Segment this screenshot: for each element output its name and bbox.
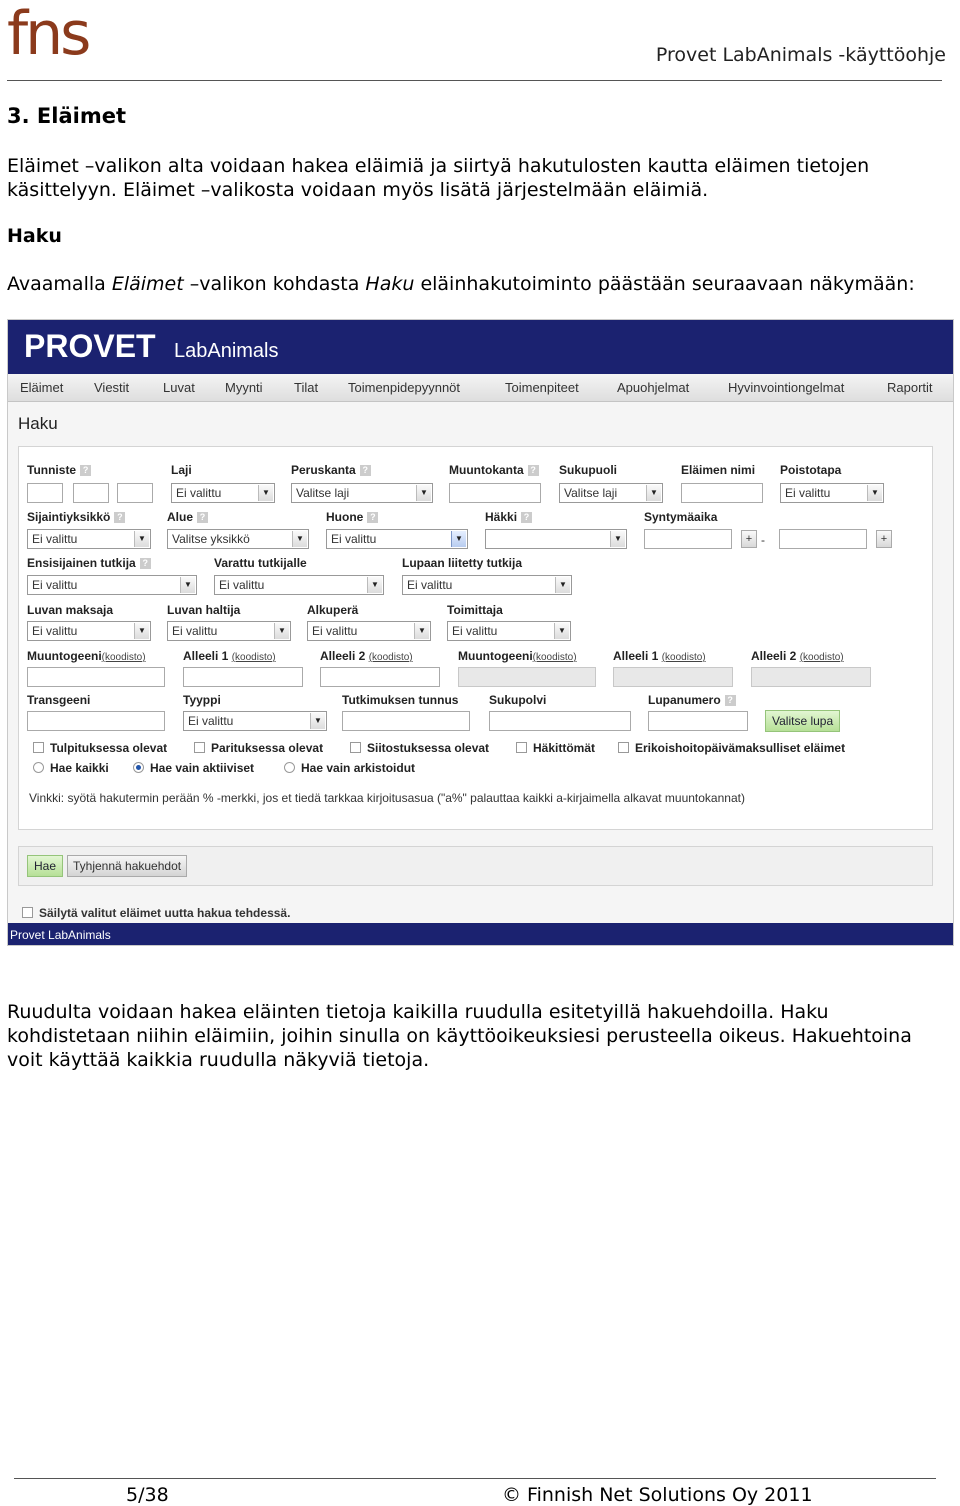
muuntogeeni-input-2[interactable] — [458, 667, 596, 687]
label-muuntogeeni-2 — [458, 649, 577, 663]
label-tunniste-text: Tunniste — [27, 463, 77, 477]
checkbox[interactable] — [194, 742, 205, 753]
help-icon[interactable]: ? — [528, 465, 539, 476]
app-footer-text: Provet LabAnimals — [10, 928, 111, 942]
nav-luvat[interactable]: Luvat — [163, 380, 195, 395]
check-parituksessa-label: Parituksessa olevat — [211, 741, 324, 755]
sukupolvi-input[interactable] — [489, 711, 631, 731]
chevron-down-icon: ▼ — [258, 485, 273, 501]
laji-select[interactable] — [171, 483, 275, 503]
nav-hyvinvointiongelmat[interactable]: Hyvinvointiongelmat — [728, 380, 845, 395]
poistotapa-select[interactable] — [780, 483, 884, 503]
tunniste-input-1[interactable] — [27, 483, 63, 503]
label-poistotapa: Poistotapa — [780, 463, 842, 477]
footer-divider — [14, 1478, 936, 1479]
chevron-down-icon: ▼ — [180, 577, 195, 593]
koodisto-link-3[interactable]: (koodisto) — [368, 652, 413, 663]
radio-hae-kaikki-label: Hae kaikki — [50, 761, 109, 775]
chevron-down-icon: ▼ — [134, 531, 149, 547]
radio-button[interactable] — [33, 762, 44, 773]
valitse-lupa-button[interactable]: Valitse lupa — [765, 710, 840, 732]
chevron-down-icon: ▼ — [867, 485, 882, 501]
radio-hae-aktiiviset-label: Hae vain aktiiviset — [150, 761, 255, 775]
syntymaaika-to-input[interactable] — [779, 529, 867, 549]
check-tulpituksessa-label: Tulpituksessa olevat — [50, 741, 168, 755]
search-criteria-panel — [18, 446, 933, 830]
check-siitostuksessa-label: Siitostuksessa olevat — [367, 741, 490, 755]
check-parituksessa[interactable] — [194, 741, 323, 755]
poistotapa-value: Ei valittu — [785, 486, 831, 500]
alue-select[interactable] — [167, 529, 309, 549]
help-icon[interactable]: ? — [114, 512, 125, 523]
label-hakki — [485, 510, 532, 524]
label-alleeli1-2 — [613, 649, 706, 663]
label-alleeli1-1-text: Alleeli 1 — [183, 649, 229, 663]
tunniste-input-3[interactable] — [117, 483, 153, 503]
varattu-value: Ei valittu — [219, 578, 265, 592]
date-range-separator: - — [761, 533, 765, 547]
nav-elaimet[interactable]: Eläimet — [20, 380, 64, 395]
sijaintiyksikko-value: Ei valittu — [32, 532, 78, 546]
app-footer-bar — [8, 923, 953, 946]
elaimen-nimi-input[interactable] — [681, 483, 763, 503]
koodisto-link-4[interactable]: (koodisto) — [532, 652, 577, 663]
app-brand-sub: LabAnimals — [174, 340, 279, 362]
label-alleeli2-2-text: Alleeli 2 — [751, 649, 797, 663]
label-peruskanta — [291, 463, 371, 477]
luvan-maksaja-value: Ei valittu — [32, 624, 78, 638]
label-toimittaja: Toimittaja — [447, 603, 503, 617]
para2-text-c: –valikon kohdasta — [183, 273, 366, 295]
alkupera-select[interactable] — [307, 621, 431, 641]
checkbox[interactable] — [516, 742, 527, 753]
nav-myynti[interactable]: Myynti — [225, 380, 263, 395]
label-alleeli1-1 — [183, 649, 276, 663]
muuntokanta-input[interactable] — [449, 483, 541, 503]
para2-text-e: eläinhakutoiminto päästään seuraavaan näkymään: — [414, 273, 915, 295]
koodisto-link-1[interactable]: (koodisto) — [101, 652, 146, 663]
checkbox[interactable] — [33, 742, 44, 753]
tunniste-input-2[interactable] — [73, 483, 109, 503]
peruskanta-select[interactable] — [291, 483, 433, 503]
label-alkupera: Alkuperä — [307, 603, 359, 617]
radio-hae-arkistoidut-label: Hae vain arkistoidut — [301, 761, 416, 775]
nav-apuohjelmat[interactable]: Apuohjelmat — [617, 380, 690, 395]
label-muuntogeeni-1 — [27, 649, 146, 663]
transgeeni-input[interactable] — [27, 711, 165, 731]
label-peruskanta-text: Peruskanta — [291, 463, 356, 477]
check-erikoishoito-label: Erikoishoitopäivämaksulliset eläimet — [635, 741, 846, 755]
sukupuoli-value: Valitse laji — [564, 486, 618, 500]
tyyppi-select[interactable] — [183, 711, 327, 731]
date-picker-button-from[interactable]: + — [741, 530, 757, 548]
app-brand: PROVET — [24, 328, 156, 364]
check-siitostuksessa[interactable] — [350, 741, 489, 755]
label-tutkimuksen-tunnus: Tutkimuksen tunnus — [342, 693, 459, 707]
koodisto-link-6[interactable]: (koodisto) — [799, 652, 844, 663]
alleeli2-input-2[interactable] — [751, 667, 871, 687]
label-syntymaaika: Syntymäaika — [644, 510, 718, 524]
laji-value: Ei valittu — [176, 486, 222, 500]
help-icon[interactable]: ? — [367, 512, 378, 523]
alue-value: Valitse yksikkö — [172, 532, 250, 546]
label-lupanumero — [648, 693, 736, 707]
luvan-maksaja-select[interactable] — [27, 621, 151, 641]
help-icon[interactable]: ? — [521, 512, 532, 523]
label-muuntogeeni-2-text: Muuntogeeni — [458, 649, 533, 663]
varattu-tutkijalle-select[interactable] — [214, 575, 384, 595]
label-luvan-maksaja: Luvan maksaja — [27, 603, 114, 617]
label-ensisijainen-text: Ensisijainen tutkija — [27, 556, 136, 570]
label-sukupuoli: Sukupuoli — [559, 463, 617, 477]
checkbox[interactable] — [618, 742, 629, 753]
huone-select[interactable] — [326, 529, 468, 549]
subsection-title: Haku — [7, 225, 62, 247]
chevron-down-icon: ▼ — [414, 623, 429, 639]
lupaan-liitetty-select[interactable] — [402, 575, 572, 595]
chevron-down-icon: ▼ — [367, 577, 382, 593]
tutkimuksen-tunnus-input[interactable] — [342, 711, 470, 731]
alkupera-value: Ei valittu — [312, 624, 358, 638]
search-button[interactable]: Hae — [27, 855, 63, 877]
label-transgeeni: Transgeeni — [27, 693, 91, 707]
toimittaja-select[interactable] — [447, 621, 571, 641]
label-tunniste — [27, 463, 91, 477]
label-elaimen-nimi: Eläimen nimi — [681, 463, 756, 477]
help-icon[interactable]: ? — [725, 695, 736, 706]
label-laji: Laji — [171, 463, 192, 477]
label-muuntokanta-text: Muuntokanta — [449, 463, 524, 477]
check-hakittomat[interactable] — [516, 741, 595, 755]
luvan-haltija-select[interactable] — [167, 621, 291, 641]
label-ensisijainen-tutkija — [27, 556, 151, 570]
haku-paragraph — [7, 272, 920, 296]
label-hakki-text: Häkki — [485, 510, 518, 524]
label-alleeli2-2 — [751, 649, 844, 663]
label-muuntokanta — [449, 463, 539, 477]
sijaintiyksikko-select[interactable] — [27, 529, 151, 549]
label-lupaan-liitetty: Lupaan liitetty tutkija — [402, 556, 523, 570]
label-huone — [326, 510, 378, 524]
copyright-notice: © Finnish Net Solutions Oy 2011 — [502, 1484, 813, 1506]
radio-hae-arkistoidut[interactable] — [284, 761, 415, 775]
label-alleeli2-1-text: Alleeli 2 — [320, 649, 366, 663]
ensisijainen-tutkija-select[interactable] — [27, 575, 197, 595]
radio-button-selected[interactable] — [133, 762, 144, 773]
keep-selected-label: Säilytä valitut eläimet uutta hakua tehdessä. — [39, 906, 291, 920]
help-icon[interactable]: ? — [80, 465, 91, 476]
chevron-down-icon: ▼ — [274, 623, 289, 639]
chevron-down-icon: ▼ — [310, 713, 325, 729]
chevron-down-icon: ▼ — [292, 531, 307, 547]
label-alleeli1-2-text: Alleeli 1 — [613, 649, 659, 663]
label-lupanumero-text: Lupanumero — [648, 693, 721, 707]
radio-hae-aktiiviset[interactable] — [133, 761, 254, 775]
koodisto-link-5[interactable]: (koodisto) — [661, 652, 706, 663]
checkbox[interactable] — [350, 742, 361, 753]
chevron-down-icon: ▼ — [610, 531, 625, 547]
para2-text-a: Avaamalla — [7, 273, 112, 295]
toimittaja-value: Ei valittu — [452, 624, 498, 638]
chevron-down-icon: ▼ — [555, 577, 570, 593]
radio-button[interactable] — [284, 762, 295, 773]
label-sijaintiyksikko — [27, 510, 125, 524]
chevron-down-icon: ▼ — [451, 531, 466, 547]
chevron-down-icon: ▼ — [134, 623, 149, 639]
section-title: 3. Eläimet — [7, 104, 126, 128]
para2-text-b: Eläimet — [111, 273, 184, 295]
sukupuoli-select[interactable] — [559, 483, 663, 503]
nav-tilat[interactable]: Tilat — [294, 380, 319, 395]
ensisijainen-value: Ei valittu — [32, 578, 78, 592]
document-title: Provet LabAnimals -käyttöohje — [655, 44, 946, 66]
koodisto-link-2[interactable]: (koodisto) — [231, 652, 276, 663]
radio-hae-kaikki[interactable] — [33, 761, 109, 775]
muuntogeeni-input-1[interactable] — [27, 667, 165, 687]
search-tip: Vinkki: syötä hakutermin perään % -merkki, jos et tiedä tarkkaa kirjoitusasua ("a%" palauttaa kaikki a-kirjaimella alkavat muuntokannat) — [29, 791, 745, 805]
check-tulpituksessa[interactable] — [33, 741, 167, 755]
main-nav — [8, 374, 953, 402]
help-icon[interactable]: ? — [140, 558, 151, 569]
help-icon[interactable]: ? — [197, 512, 208, 523]
alleeli1-input-2[interactable] — [613, 667, 733, 687]
nav-raportit[interactable]: Raportit — [887, 380, 933, 395]
luvan-haltija-value: Ei valittu — [172, 624, 218, 638]
alleeli1-input-1[interactable] — [183, 667, 303, 687]
label-alue-text: Alue — [167, 510, 194, 524]
label-huone-text: Huone — [326, 510, 364, 524]
peruskanta-value: Valitse laji — [296, 486, 350, 500]
nav-toimenpidepyynnot[interactable]: Toimenpidepyynnöt — [348, 380, 461, 395]
label-varattu-tutkijalle: Varattu tutkijalle — [214, 556, 307, 570]
keep-selected-checkbox[interactable] — [22, 906, 290, 920]
syntymaaika-from-input[interactable] — [644, 529, 732, 549]
label-alue — [167, 510, 208, 524]
app-header-bar — [8, 320, 953, 374]
checkbox[interactable] — [22, 907, 33, 918]
nav-toimenpiteet[interactable]: Toimenpiteet — [505, 380, 579, 395]
lupanumero-input[interactable] — [648, 711, 748, 731]
chevron-down-icon: ▼ — [646, 485, 661, 501]
hakki-select[interactable] — [485, 529, 627, 549]
chevron-down-icon: ▼ — [416, 485, 431, 501]
clear-criteria-button[interactable]: Tyhjennä hakuehdot — [67, 855, 187, 877]
app-page-title: Haku — [18, 414, 58, 433]
intro-paragraph: Eläimet –valikon alta voidaan hakea eläimiä ja siirtyä hakutulosten kautta eläimen tietojen käsittelyyn. Eläimet –valikosta voidaan myös lisätä järjestelmään eläimiä. — [7, 155, 870, 201]
para2-text-d: Haku — [365, 273, 415, 295]
label-luvan-haltija: Luvan haltija — [167, 603, 241, 617]
fns-logo: fns — [7, 0, 89, 69]
lupaan-value: Ei valittu — [407, 578, 453, 592]
label-sukupolvi: Sukupolvi — [489, 693, 547, 707]
tyyppi-value: Ei valittu — [188, 714, 234, 728]
header-divider — [7, 80, 942, 81]
help-icon[interactable]: ? — [360, 465, 371, 476]
label-sijaintiyksikko-text: Sijaintiyksikkö — [27, 510, 111, 524]
app-screenshot — [7, 319, 954, 946]
huone-value: Ei valittu — [331, 532, 377, 546]
check-erikoishoito[interactable] — [618, 741, 845, 755]
nav-viestit[interactable]: Viestit — [94, 380, 130, 395]
label-muuntogeeni-1-text: Muuntogeeni — [27, 649, 102, 663]
chevron-down-icon: ▼ — [554, 623, 569, 639]
alleeli2-input-1[interactable] — [320, 667, 440, 687]
check-hakittomat-label: Häkittömät — [533, 741, 596, 755]
date-picker-button-to[interactable]: + — [876, 530, 892, 548]
page-number: 5/38 — [126, 1484, 169, 1506]
label-tyyppi: Tyyppi — [183, 693, 221, 707]
description-paragraph: Ruudulta voidaan hakea eläinten tietoja kaikilla ruudulla esitetyillä hakuehdoilla. Haku kohdistetaan niihin eläimiin, joihin sinulla on käyttöoikeuksiesi perusteella oikeus. Hakuehtoina voit käyttää kaikkia ruudulla näkyviä tietoja. — [7, 1001, 912, 1071]
label-alleeli2-1 — [320, 649, 413, 663]
action-bar — [18, 846, 933, 886]
